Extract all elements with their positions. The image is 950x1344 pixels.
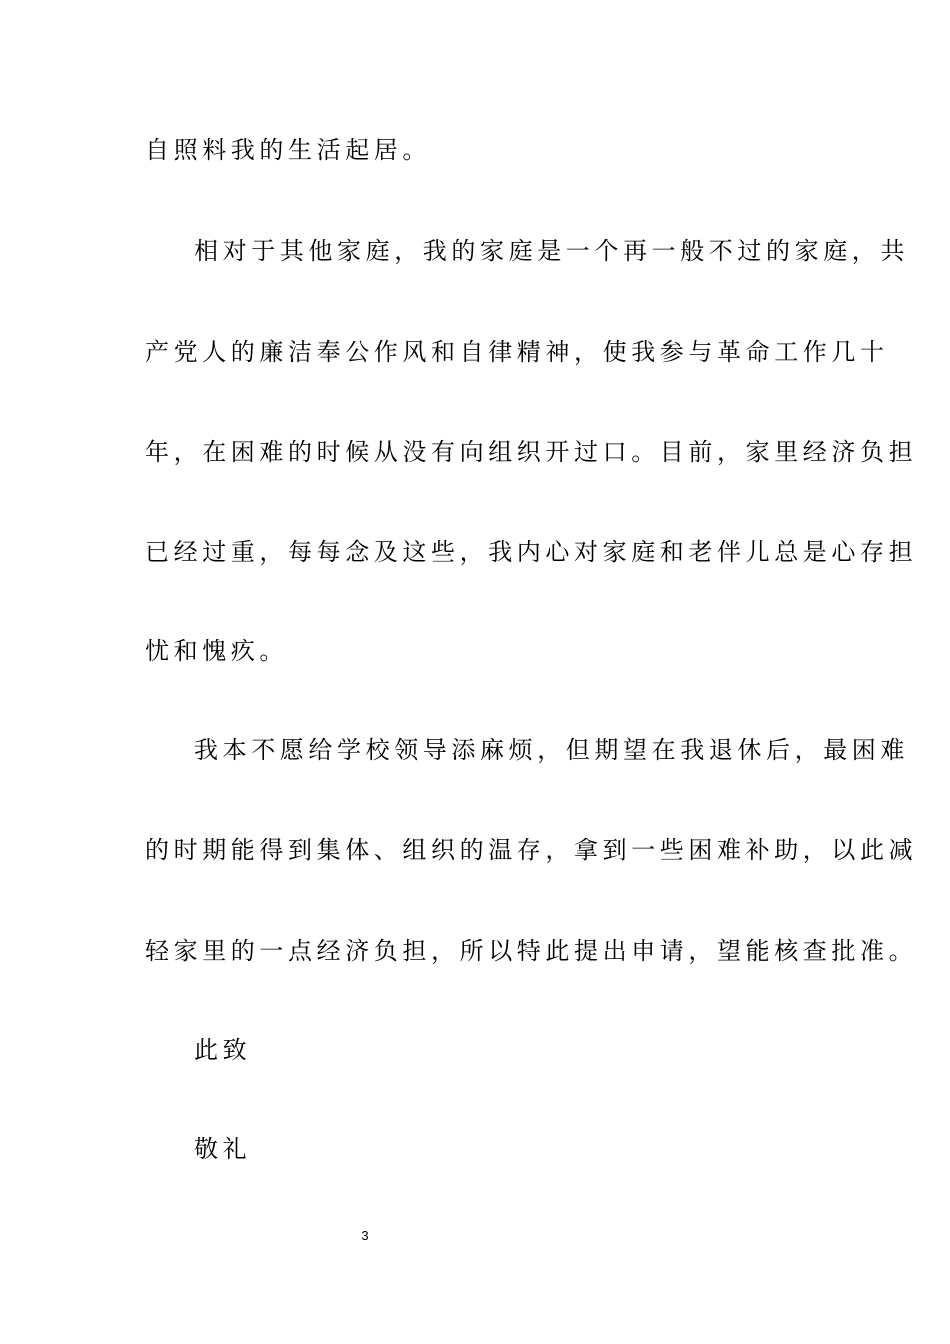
paragraph-line: 我本不愿给学校领导添麻烦，但期望在我退休后，最困难 — [194, 736, 909, 764]
paragraph-line: 年，在困难的时候从没有向组织开过口。目前，家里经济负担 — [145, 438, 918, 466]
paragraph-line: 忧和愧疚。 — [145, 637, 288, 665]
page-number: 3 — [361, 1228, 369, 1243]
paragraph-line: 自照料我的生活起居。 — [145, 136, 431, 164]
closing-regards: 敬礼 — [194, 1135, 252, 1163]
paragraph-line: 相对于其他家庭，我的家庭是一个再一般不过的家庭，共 — [194, 237, 909, 265]
paragraph-line: 已经过重，每每念及这些，我内心对家庭和老伴儿总是心存担 — [145, 538, 918, 566]
paragraph-line: 轻家里的一点经济负担，所以特此提出申请，望能核查批准。 — [145, 937, 918, 965]
closing-salutation: 此致 — [194, 1036, 252, 1064]
paragraph-line: 的时期能得到集体、组织的温存，拿到一些困难补助，以此减 — [145, 836, 918, 864]
paragraph-line: 产党人的廉洁奉公作风和自律精神，使我参与革命工作几十 — [145, 338, 889, 366]
